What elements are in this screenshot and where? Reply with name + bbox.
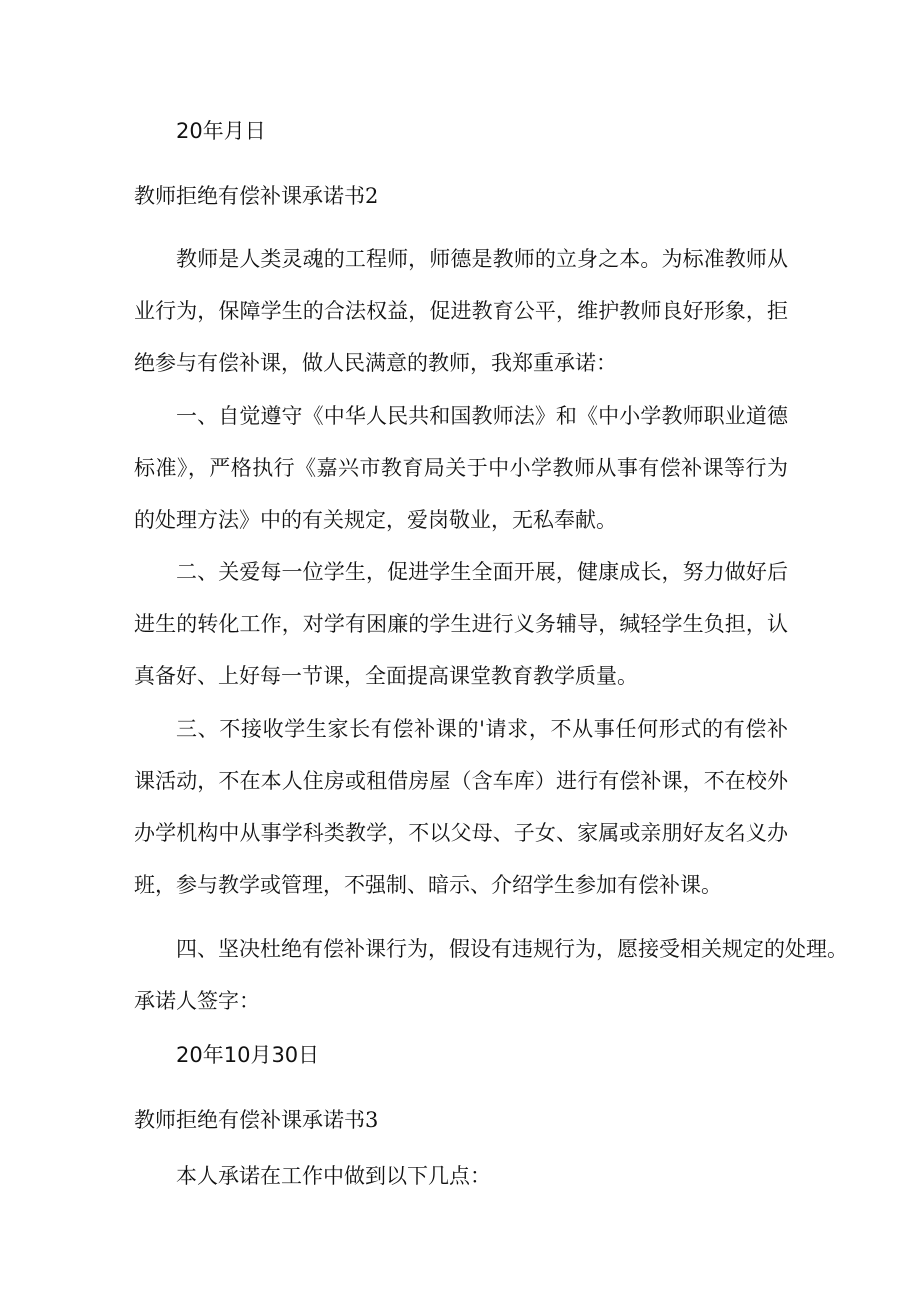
signature-date: 20年10月30日 <box>176 1043 320 1067</box>
date-line: 20年月日 <box>176 119 266 143</box>
commitment-item-3: 三、不接收学生家长有偿补课的'请求，不从事任何形式的有偿补课活动，不在本人住房或租借房屋（含车库）进行有偿补课，不在校外办学机构中从事学科类教学，不以父母、子女、家属或亲朋好友名义办班，参与教学或管理，不强制、暗示、介绍学生参加有偿补课。 <box>134 717 788 897</box>
commitment-item-4: 四、坚决杜绝有偿补课行为，假设有违规行为，愿接受相关规定的处理。 <box>176 937 848 961</box>
signature-label: 承诺人签字： <box>134 989 260 1013</box>
commitment-item-2: 二、关爱每一位学生，促进学生全面开展，健康成长，努力做好后进生的转化工作，对学有困廉的学生进行义务辅导，缄轻学生负担，认真备好、上好每一节课，全面提高课堂教育教学质量。 <box>134 560 788 688</box>
commitment-item-1: 一、自觉遵守《中华人民共和国教师法》和《中小学教师职业道德标准》，严格执行《嘉兴市教育局关于中小学教师从事有偿补课等行为的处理方法》中的有关规定，爱岗敬业，无私奉献。 <box>134 404 788 532</box>
closing-line: 本人承诺在工作中做到以下几点： <box>176 1164 491 1188</box>
intro-paragraph: 教师是人类灵魂的工程师，师德是教师的立身之本。为标准教师从业行为，保障学生的合法权益，促进教育公平，维护教师良好形象，拒绝参与有偿补课，做人民满意的教师，我郑重承诺： <box>134 247 788 375</box>
section-title-2: 教师拒绝有偿补课承诺书2 <box>134 184 379 208</box>
section-title-3: 教师拒绝有偿补课承诺书3 <box>134 1108 379 1132</box>
